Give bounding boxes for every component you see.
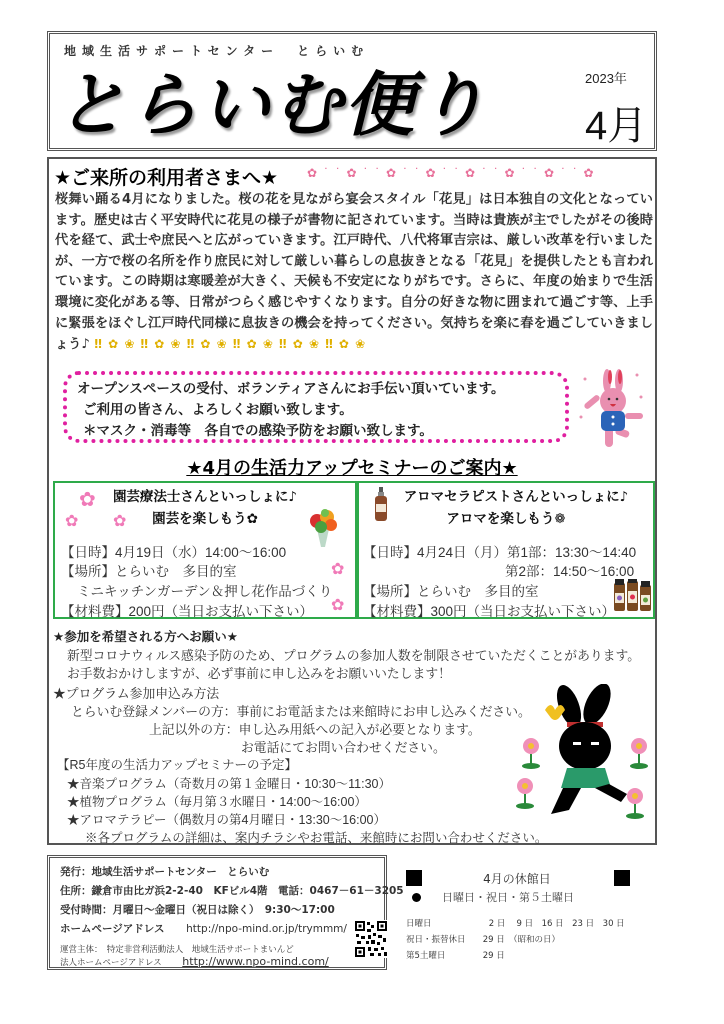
flower-icon: ✿ (331, 595, 345, 614)
seminar-section-title: ★4月の生活力アップセミナーのご案内★ (186, 458, 518, 479)
horticulture-subheading: 園芸を楽しもう✿ (152, 511, 258, 527)
homepage-label: ホームページアドレス (60, 923, 165, 935)
closed-row-label: 日曜日 (406, 919, 432, 929)
closed-row-days: 29 日 (482, 951, 505, 961)
main-content (47, 157, 657, 845)
request-line-2: お手数おかけしますが、必ず事前に申し込みをお願いいたします！ (67, 666, 451, 681)
aroma-fee: 【材料費】300円（当日お支払い下さい） (363, 604, 616, 619)
cherry-blossom-decoration-icon: ✿ ˙ ˙ ✿ ˙ ˙ ✿ ˙ ˙ ✿ ˙ ˙ ✿ ˙ ˙ ✿ ˙ ˙ ✿ ˙ ˙ ✿ (307, 166, 595, 180)
greeting-text: 桜舞い踊る4月になりました。桜の花を見ながら宴会スタイル「花見」は日本独自の文化となっています。歴史は古く平安時代に花見の様子が書物に記されています。当時は貴族が主でしたがその後時代を経て、武士や庶民へと広がっていきます。江戸時代、八代将軍吉宗は、厳しい改革を行いましたが、一方で桜の名所を作り庶民に対して厳しい暮らしの息抜きとなる「花見」を提供したとも言われています。この時期は寒暖差が大きく、天候も不安定になりがちです。さらに、年度の始まりで生活環境に変化がある等、日常がつらく感じやすくなります。自分の好きな物に囲まれて過ごす等、上手に緊張をほぐし江戸時代同様に息抜きの機会を持ってください。気持ちを楽に春を過ごしていきましょう♪ (55, 192, 653, 353)
flower-icon: ✿ (331, 559, 345, 578)
black-bunny-illustration-icon (511, 684, 651, 834)
request-title: ★参加を希望される方へお願い★ (53, 629, 238, 644)
aroma-subheading: アロマを楽しもう❁ (446, 511, 566, 527)
horticulture-place: 【場所】とらいむ 多目的室 (61, 564, 237, 579)
bullet-icon (412, 893, 421, 902)
flower-icon: ✿ (113, 511, 127, 530)
aroma-place: 【場所】とらいむ 多目的室 (363, 584, 539, 599)
butterfly-flower-decoration-icon: ‼ ✿ ❀ ‼ ✿ ❀ ‼ ✿ ❀ ‼ ✿ ❀ ‼ ✿ ❀ ‼ ✿ ❀ (94, 337, 367, 352)
aroma-heading: アロマセラピストさんといっしょに♪ (403, 489, 629, 505)
closed-days (402, 867, 632, 967)
publisher-info (47, 855, 404, 970)
method-others: 上記以外の方：申し込み用紙への記入が必要となります。 (149, 722, 481, 737)
flower-icon: ✿ (65, 511, 79, 530)
newsletter-title: とらいむ便り (56, 64, 488, 146)
greeting-body (55, 190, 653, 356)
schedule-note: ※各プログラムの詳細は、案内チラシやお電話、来館時にお問い合わせください。 (85, 831, 548, 845)
closed-days-subtitle: 日曜日・祝日・第５土曜日 (442, 891, 574, 904)
aroma-date: 【日時】4月24日（月）第1部：13:30～14:40 (363, 545, 637, 560)
issue-year: 2023年 (585, 71, 627, 86)
corp-homepage-label: 法人ホームページアドレス (60, 958, 162, 968)
address: 住所：鎌倉市由比ガ浜2-2-40 KFビル4階 電話：0467－61－3205 (60, 885, 404, 897)
qr-code-icon (354, 920, 388, 958)
notice-line-3: ＊マスク・消毒等 各自での感染予防をお願い致します。 (83, 423, 433, 439)
method-title: ★プログラム参加申込み方法 (53, 686, 220, 701)
horticulture-date: 【日時】4月19日（水）14:00～16:00 (61, 545, 287, 560)
closed-row-days: 2 日 9 日 16 日 23 日 30 日 (488, 919, 625, 929)
horticulture-content: ミニキッチンガーデン＆押し花作品づくり (77, 584, 333, 599)
horticulture-heading: 園芸療法士さんといっしょに♪ (112, 489, 298, 505)
notice-line-1: オープンスペースの受付、ボランティアさんにお手伝い頂いています。 (77, 381, 505, 397)
homepage-url[interactable]: http://npo-mind.or.jp/trymmm/ (186, 923, 347, 935)
schedule-item-plant: ★植物プログラム（毎月第３水曜日・14:00～16:00） (67, 795, 367, 809)
closed-row-label: 第5土曜日 (406, 951, 446, 961)
organization-name: 地域生活サポートセンター とらいむ (64, 44, 370, 58)
schedule-item-music: ★音楽プログラム（奇数月の第１金曜日・10:30～11:30） (67, 777, 392, 791)
issue-month: 4月 (585, 104, 648, 148)
method-phone: お電話にてお問い合わせください。 (241, 740, 446, 755)
notice-line-2: ご利用の皆さん、よろしくお願い致します。 (83, 402, 353, 418)
corp-homepage-link[interactable]: http://www.npo-mind.com/ (182, 955, 329, 968)
closed-row-days: 29 日 （昭和の日） (482, 935, 560, 945)
volunteer-notice (63, 371, 569, 443)
method-members: とらいむ登録メンバーの方：事前にお電話または来館時にお申し込みください。 (71, 704, 531, 719)
essential-oil-bottles-icon (613, 579, 653, 613)
schedule-item-aroma: ★アロマテラピー（偶数月の第4月曜日・13:30～16:00） (67, 813, 387, 827)
operator: 運営主体： 特定非営利活動法人 地域生活サポートまいんど (60, 945, 294, 955)
pink-bunny-illustration-icon (577, 369, 647, 459)
aroma-date-part2: 第2部：14:50～16:00 (505, 564, 635, 579)
closed-days-title: 4月の休館日 (483, 872, 551, 886)
schedule-title: 【R5年度の生活力アップセミナーの予定】 (57, 758, 297, 772)
closed-row-label: 祝日・振替休日 (406, 935, 466, 945)
greeting-title: ★ご来所の利用者さまへ★ (54, 167, 279, 189)
request-line-1: 新型コロナウィルス感染予防のため、プログラムの参加人数を制限させていただくことがあります。 (67, 648, 641, 663)
aroma-seminar-card (357, 481, 655, 619)
horticulture-fee: 【材料費】200円（当日お支払い下さい） (61, 604, 314, 619)
reception-hours: 受付時間：月曜日～金曜日（祝日は除く） 9:30～17:00 (60, 904, 335, 916)
horticulture-seminar-card (53, 481, 357, 619)
publisher: 発行：地域生活サポートセンター とらいむ (60, 866, 270, 878)
newsletter-header (47, 31, 657, 151)
flower-icon: ✿ (79, 487, 96, 511)
